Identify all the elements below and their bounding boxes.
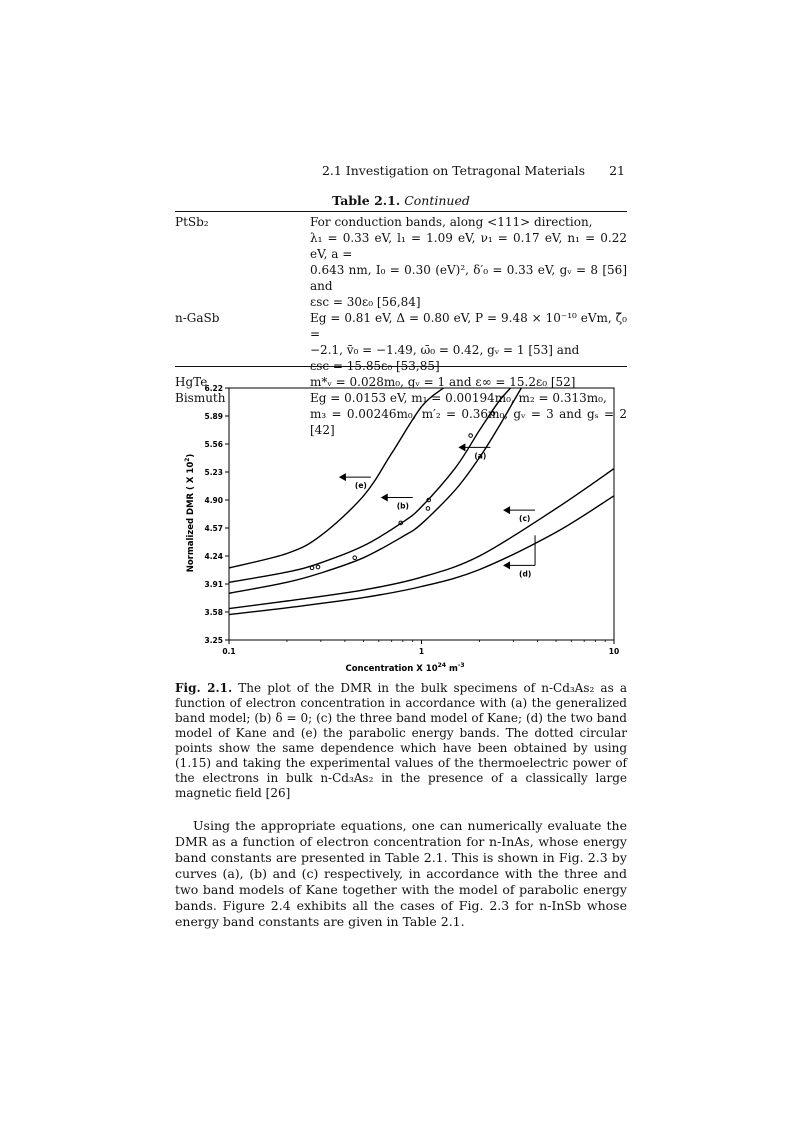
param-line: εsc = 30ε₀ [56,84]: [310, 295, 421, 309]
material-name: PtSb₂: [175, 215, 209, 229]
param-line: −2.1, v̄₀ = −1.49, ω̄₀ = 0.42, gᵥ = 1 [53] and: [310, 343, 580, 357]
curve-label-d: (d): [519, 569, 532, 579]
label-arrowhead-d: [503, 561, 510, 569]
y-tick-label: 3.25: [204, 636, 223, 645]
param-line: εsc = 15.85ε₀ [53,85]: [310, 359, 440, 373]
material-name: n-GaSb: [175, 311, 220, 325]
param-line: λ₁ = 0.33 eV, l₁ = 1.09 eV, ν₁ = 0.17 eV, n₁ = 0.22 eV, a =: [310, 231, 627, 261]
section-title: 2.1 Investigation on Tetragonal Materials: [321, 163, 585, 178]
param-line: Eg = 0.0153 eV, m₁ = 0.00194m₀, m₂ = 0.313m₀,: [310, 391, 607, 405]
label-arrowhead-c: [503, 506, 510, 514]
x-axis-label: [345, 662, 464, 674]
y-tick-label: 3.58: [204, 608, 223, 617]
figure-caption-label: Fig. 2.1.: [175, 681, 233, 695]
data-point: [426, 507, 430, 511]
y-tick-label: 3.91: [204, 580, 223, 589]
series-line-e: [229, 388, 443, 568]
y-axis-label-main: Normalized DMR ( X 10: [186, 461, 196, 573]
dmr-chart: [175, 380, 630, 680]
y-axis-label-end: ): [186, 453, 196, 458]
x-axis-label-exp2: -3: [457, 662, 465, 669]
data-point: [316, 565, 320, 569]
y-axis-label-exp: 2: [184, 457, 191, 462]
y-tick-label: 4.24: [204, 552, 223, 561]
x-tick-label: 1: [418, 647, 425, 656]
y-tick-label: 4.90: [204, 496, 223, 505]
label-arrowhead-b: [381, 493, 388, 501]
table-bottom-rule: [175, 366, 627, 367]
param-line: m*ᵥ = 0.028m₀, gᵥ = 1 and ε∞ = 15.2ε₀ [52]: [310, 375, 576, 389]
y-tick-label: 4.57: [204, 524, 223, 533]
table-row: [175, 310, 627, 374]
table-caption: [175, 193, 627, 208]
param-line: For conduction bands, along <111> direction,: [310, 215, 593, 229]
y-tick-label: 5.23: [204, 468, 223, 477]
x-axis-label-mid: m: [446, 664, 458, 674]
plot-area: [204, 384, 619, 656]
data-point: [469, 434, 473, 438]
page-number: 21: [609, 163, 625, 178]
label-arrowhead-a: [458, 443, 465, 451]
table-row: [175, 214, 627, 310]
y-tick-label: 6.22: [204, 384, 223, 393]
body-paragraph: Using the appropriate equations, one can numerically evaluate the DMR as a function of electron concentration for n-InAs, whose energy band constants are presented in Table 2.1. This is shown in Fig. 2.3 by curves (a), (b) and (c) respectively, in accordance with the three and two band models of Kane together with the model of parabolic energy bands. Figure 2.4 exhibits all the cases of Fig. 2.3 for n-InSb whose energy band constants are given in Table 2.1.: [175, 818, 627, 929]
param-line: Eg = 0.81 eV, Δ = 0.80 eV, P = 9.48 × 10⁻¹⁰ eVm, ζ̄₀ =: [310, 311, 627, 341]
curve-label-a: (a): [474, 451, 487, 461]
param-line: m₃ = 0.00246m₀, m′₂ = 0.36m₀, gᵥ = 3 and gₛ = 2 [42]: [310, 407, 627, 437]
y-axis-label: [184, 454, 196, 573]
param-line: 0.643 nm, I₀ = 0.30 (eV)², δ′₀ = 0.33 eV, gᵥ = 8 [56] and: [310, 263, 627, 293]
data-point: [353, 556, 357, 560]
series-line-b: [229, 388, 521, 593]
x-tick-label: 0.1: [222, 647, 236, 656]
series-line-a: [229, 388, 511, 582]
x-axis-label-exp1: 24: [437, 662, 447, 669]
material-name: Bismuth: [175, 391, 226, 405]
figure-caption-text: The plot of the DMR in the bulk specimens of n-Cd₃As₂ as a function of electron concentration in accordance with (a) the generalized band model; (b) δ = 0; (c) the three band model of Kane; (d) the two band model of Kane and (e) the parabolic energy bands. The dotted circular points show the same dependence which have been obtained by using (1.15) and taking the experimental values of the thermoelectric power of the electrons in bulk n-Cd₃As₂ in the presence of a classically large magnetic field [26]: [175, 681, 627, 800]
data-point: [310, 566, 314, 570]
x-tick-label: 10: [608, 647, 620, 656]
material-parameters: [310, 310, 627, 374]
y-tick-label: 5.56: [204, 440, 223, 449]
x-axis-label-main: Concentration X 10: [345, 664, 438, 674]
material-parameters: [310, 214, 627, 310]
table-caption-label: Table 2.1.: [332, 193, 401, 208]
series-line-d: [229, 496, 614, 615]
y-tick-label: 5.89: [204, 412, 223, 421]
plot-frame: [229, 388, 614, 640]
material-name: HgTe: [175, 375, 208, 389]
data-point: [491, 412, 495, 416]
figure-caption: [175, 681, 627, 801]
curve-label-c: (c): [519, 514, 531, 524]
curve-label-e: (e): [354, 481, 367, 491]
series-line-c: [229, 469, 614, 609]
table-top-rule: [175, 211, 627, 212]
curve-label-b: (b): [396, 501, 409, 511]
label-arrowhead-e: [339, 473, 346, 481]
table-caption-suffix: Continued: [404, 193, 470, 208]
